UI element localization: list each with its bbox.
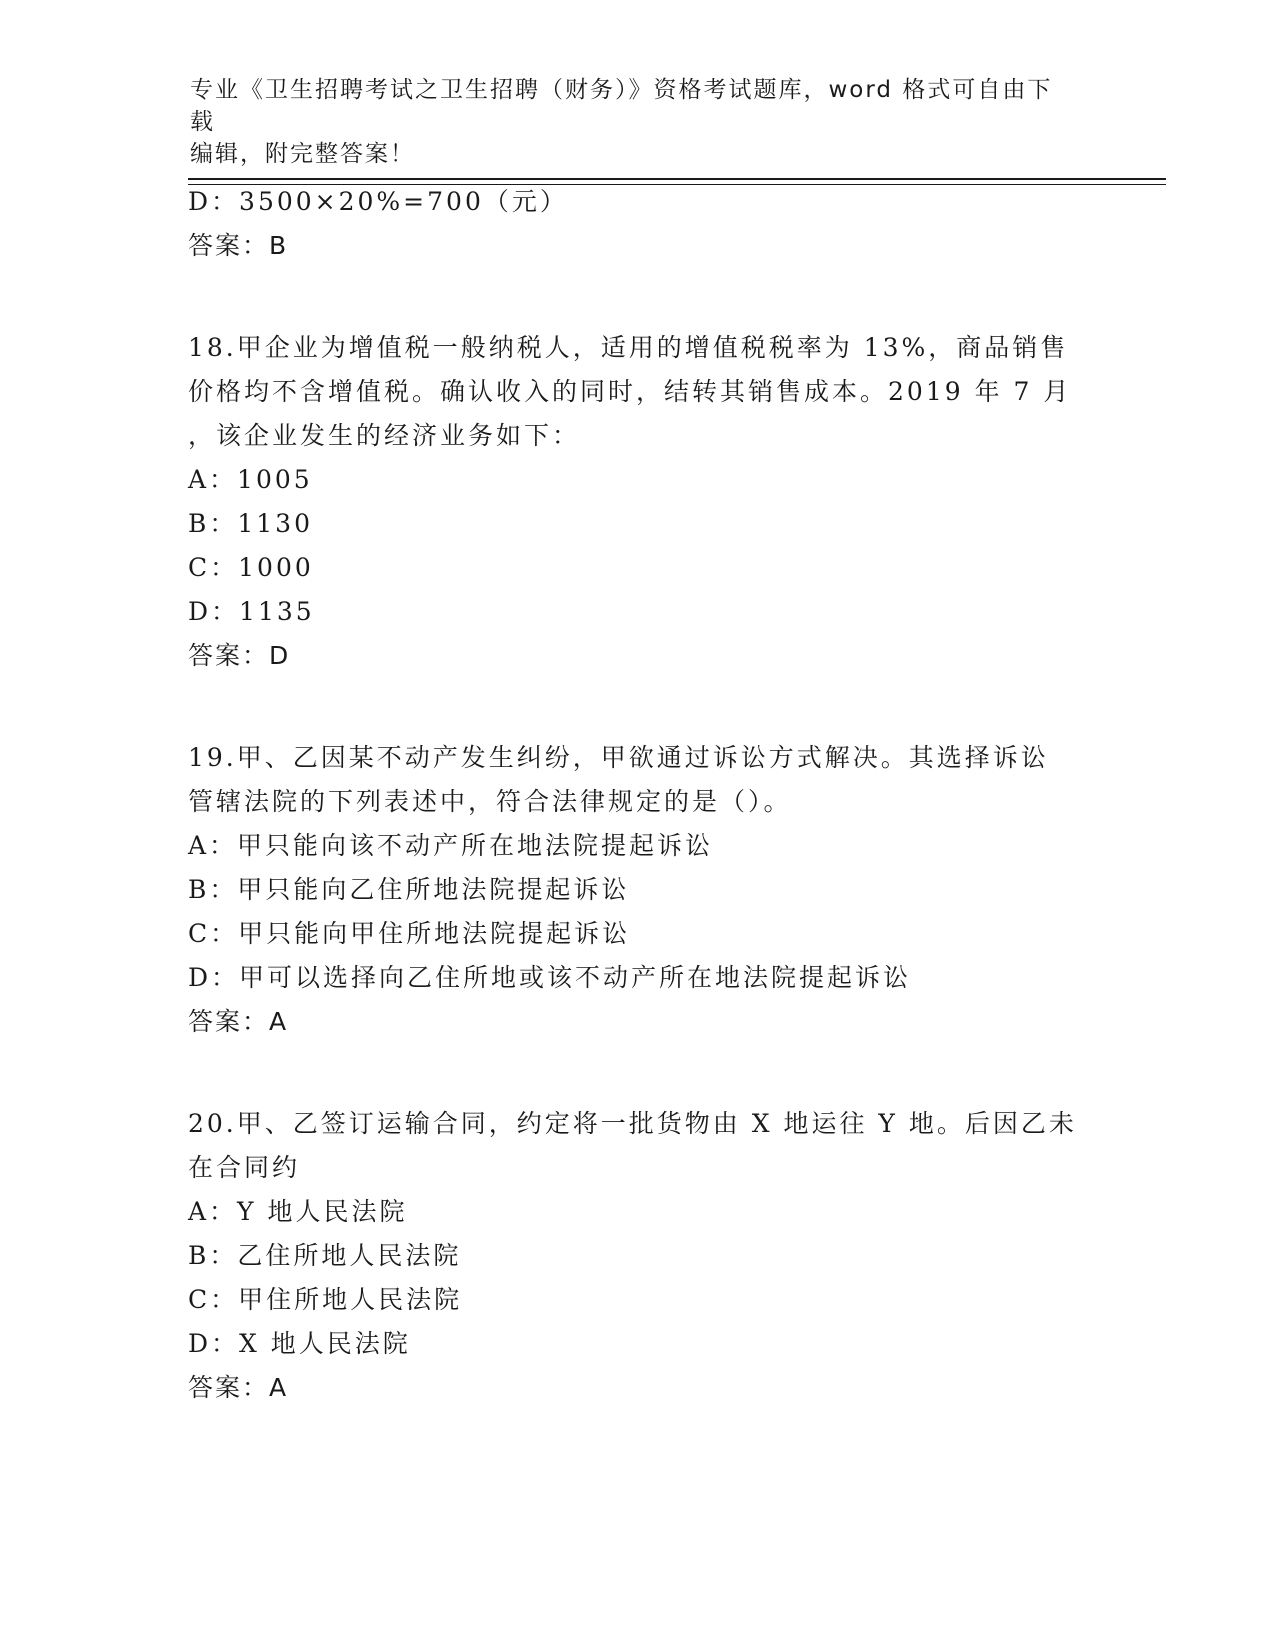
header-line-1: 专业《卫生招聘考试之卫生招聘（财务）》资格考试题库，word 格式可自由下载 <box>190 77 1053 135</box>
q20-answer: 答案：A <box>188 1373 289 1402</box>
q20-option-d: D：X 地人民法院 <box>188 1329 411 1358</box>
q18-option-d: D：1135 <box>188 597 315 626</box>
q19-answer: 答案：A <box>188 1007 289 1036</box>
header-divider-thick <box>188 178 1166 180</box>
q18-stem-line-2: 价格均不含增值税。确认收入的同时，结转其销售成本。2019 年 7 月 <box>188 377 1072 406</box>
q18-option-a: A：1005 <box>188 465 313 494</box>
q19-stem-line-2: 管辖法院的下列表述中，符合法律规定的是（）。 <box>188 787 792 816</box>
header-line-2: 编辑，附完整答案！ <box>190 141 415 167</box>
q19-option-c: C：甲只能向甲住所地法院提起诉讼 <box>188 919 631 948</box>
q20-option-b: B：乙住所地人民法院 <box>188 1241 462 1270</box>
q18-answer: 答案：D <box>188 641 291 670</box>
q18-stem-line-1: 18.甲企业为增值税一般纳税人，适用的增值税税率为 13%，商品销售 <box>188 333 1069 362</box>
q19-stem-line-1: 19.甲、乙因某不动产发生纠纷，甲欲通过诉讼方式解决。其选择诉讼 <box>188 743 1049 772</box>
q20-stem-line-1: 20.甲、乙签订运输合同，约定将一批货物由 X 地运往 Y 地。后因乙未 <box>188 1109 1077 1138</box>
q20-option-a: A：Y 地人民法院 <box>188 1197 408 1226</box>
q19-option-a: A：甲只能向该不动产所在地法院提起诉讼 <box>188 831 714 860</box>
q20-stem-line-2: 在合同约 <box>188 1153 301 1182</box>
q17-answer: 答案：B <box>188 231 289 260</box>
q20-option-c: C：甲住所地人民法院 <box>188 1285 463 1314</box>
q18-stem-line-3: ，该企业发生的经济业务如下： <box>188 421 581 450</box>
q19-option-b: B：甲只能向乙住所地法院提起诉讼 <box>188 875 630 904</box>
q18-option-c: C：1000 <box>188 553 314 582</box>
q19-option-d: D：甲可以选择向乙住所地或该不动产所在地法院提起诉讼 <box>188 963 912 992</box>
document-header <box>190 74 1070 170</box>
q17-option-d: D：3500×20%=700（元） <box>188 187 568 216</box>
q18-option-b: B：1130 <box>188 509 313 538</box>
